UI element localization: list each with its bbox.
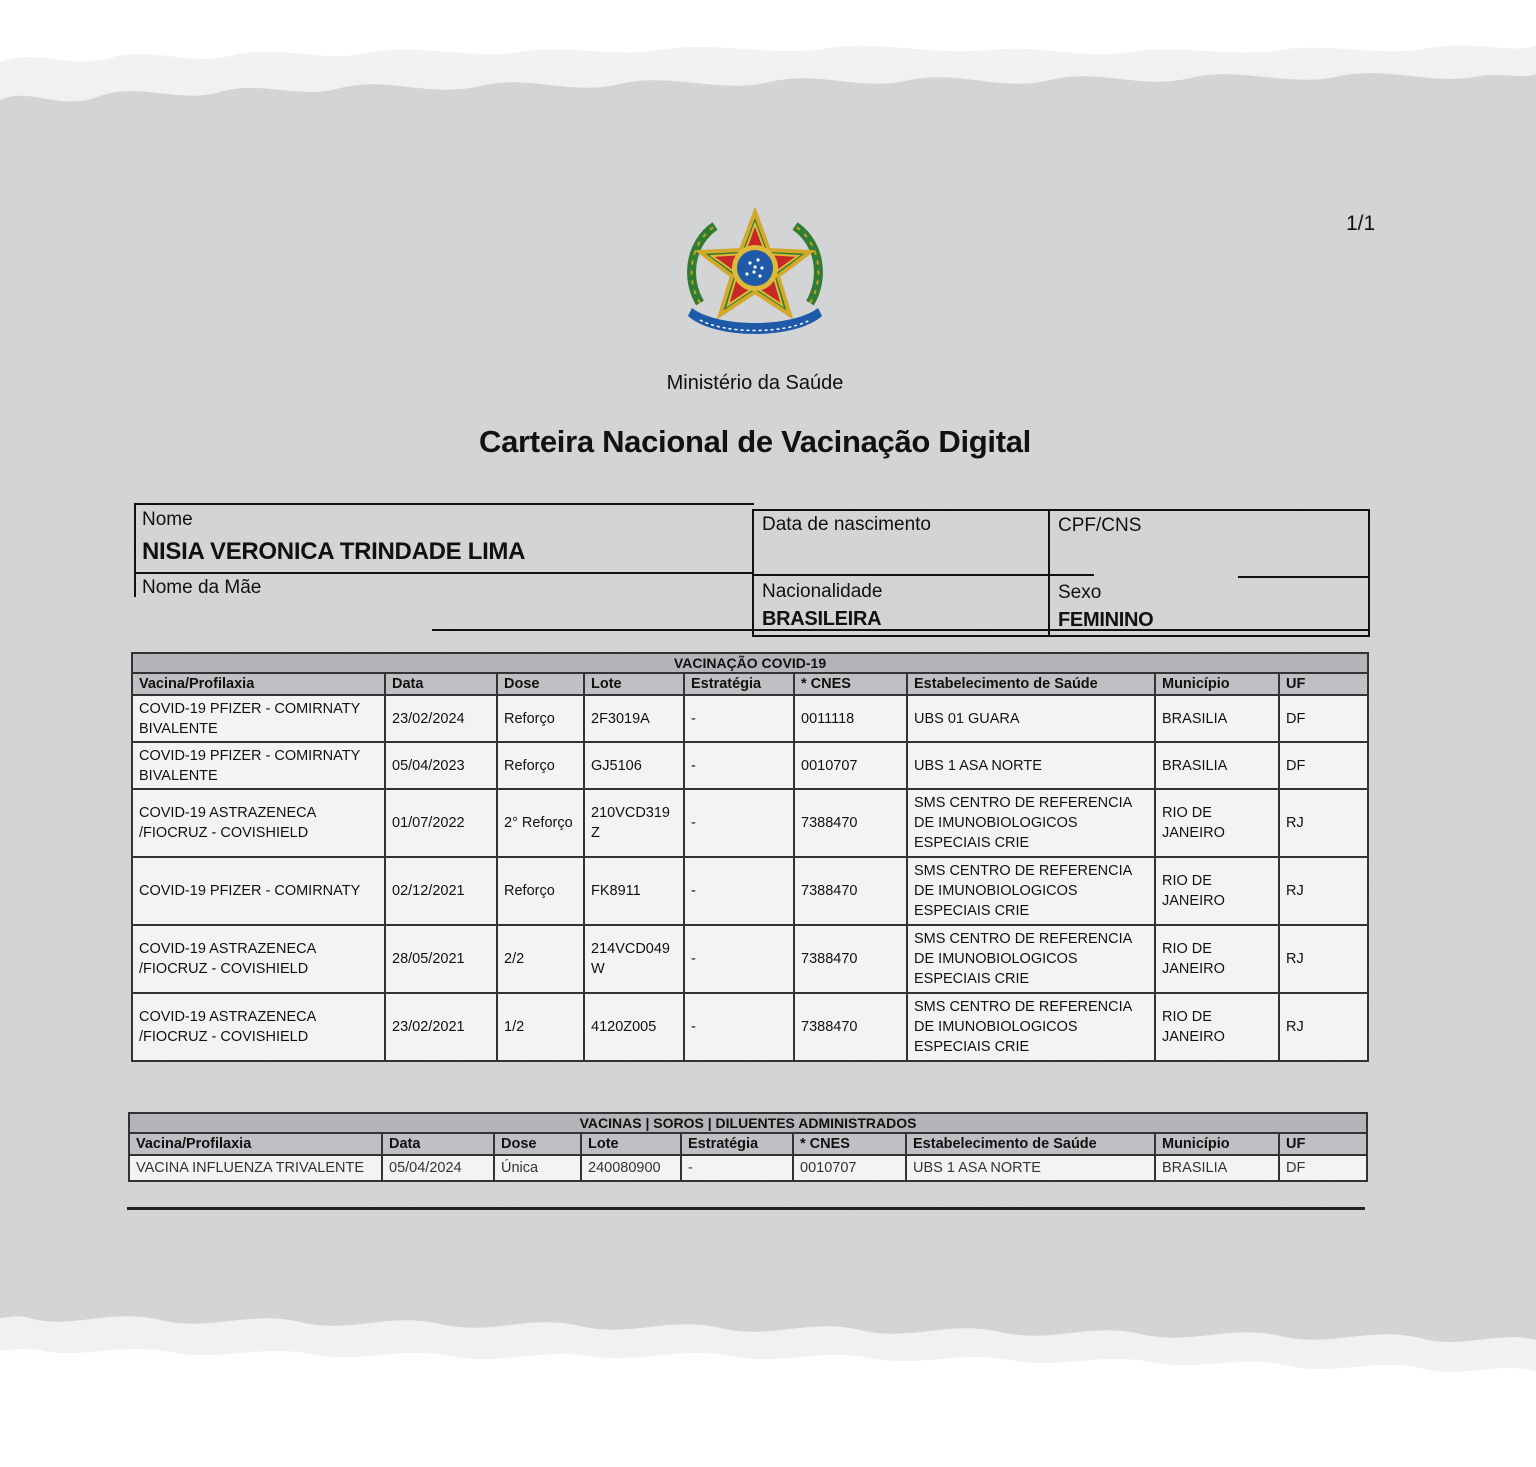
table-row [132, 742, 1368, 789]
column-header: Município [1155, 673, 1279, 695]
covid-table-body [132, 695, 1368, 1061]
name-label: Nome [142, 509, 193, 530]
table-row [132, 789, 1368, 857]
column-header: Vacina/Profilaxia [129, 1133, 382, 1155]
cell-cnes: 0010707 [794, 742, 907, 789]
cell-lote: GJ5106 [584, 742, 684, 789]
cell-vacina: COVID-19 ASTRAZENECA /FIOCRUZ - COVISHIELD [132, 925, 385, 993]
cell-cnes: 0011118 [794, 695, 907, 742]
cell-uf: RJ [1279, 789, 1368, 857]
cell-dose: Única [494, 1155, 581, 1181]
cell-data: 28/05/2021 [385, 925, 497, 993]
cell-lote: FK8911 [584, 857, 684, 925]
covid-table-title: VACINAÇÃO COVID-19 [132, 653, 1368, 673]
cell-estab: UBS 1 ASA NORTE [906, 1155, 1155, 1181]
cell-lote: 240080900 [581, 1155, 681, 1181]
cell-vacina: COVID-19 ASTRAZENECA /FIOCRUZ - COVISHIELD [132, 789, 385, 857]
cell-uf: RJ [1279, 857, 1368, 925]
cell-dose: Reforço [497, 857, 584, 925]
document-title: Carteira Nacional de Vacinação Digital [479, 424, 1031, 459]
cell-vacina: COVID-19 ASTRAZENECA /FIOCRUZ - COVISHIELD [132, 993, 385, 1061]
cell-municipio: RIO DE JANEIRO [1155, 789, 1279, 857]
other-table-body [129, 1155, 1367, 1181]
cell-municipio: RIO DE JANEIRO [1155, 925, 1279, 993]
cell-dose: Reforço [497, 695, 584, 742]
personal-info-box [134, 503, 1370, 637]
cell-data: 05/04/2024 [382, 1155, 494, 1181]
cell-municipio: RIO DE JANEIRO [1155, 857, 1279, 925]
column-header: Lote [581, 1133, 681, 1155]
cell-estrategia: - [684, 695, 794, 742]
cell-cnes: 0010707 [793, 1155, 906, 1181]
cell-uf: DF [1279, 1155, 1367, 1181]
nationality-value: BRASILEIRA [762, 608, 882, 630]
column-header: Estabelecimento de Saúde [907, 673, 1155, 695]
cell-estab: SMS CENTRO DE REFERENCIA DE IMUNOBIOLOGICOS ESPECIAIS CRIE [907, 993, 1155, 1061]
box-bottom-right-line [752, 635, 1370, 637]
box-right-line [1368, 509, 1370, 637]
cell-vacina: COVID-19 PFIZER - COMIRNATY [132, 857, 385, 925]
table-row [132, 695, 1368, 742]
cell-estrategia: - [681, 1155, 793, 1181]
cell-vacina: COVID-19 PFIZER - COMIRNATY BIVALENTE [132, 695, 385, 742]
sex-label: Sexo [1058, 582, 1102, 603]
cell-estab: UBS 1 ASA NORTE [907, 742, 1155, 789]
column-header: * CNES [794, 673, 907, 695]
column-header: UF [1279, 673, 1368, 695]
cell-municipio: BRASILIA [1155, 695, 1279, 742]
column-header: Data [382, 1133, 494, 1155]
cell-data: 01/07/2022 [385, 789, 497, 857]
cpf-cns-label: CPF/CNS [1058, 515, 1142, 536]
cell-dose: 2/2 [497, 925, 584, 993]
cell-municipio: BRASILIA [1155, 742, 1279, 789]
cell-estab: UBS 01 GUARA [907, 695, 1155, 742]
cell-uf: RJ [1279, 925, 1368, 993]
ministry-name: Ministério da Saúde [666, 372, 844, 394]
cell-dose: 2° Reforço [497, 789, 584, 857]
row-divider-mid [754, 574, 1094, 576]
cell-municipio: RIO DE JANEIRO [1155, 993, 1279, 1061]
cell-estrategia: - [684, 857, 794, 925]
other-table-title: VACINAS | SOROS | DILUENTES ADMINISTRADOS [129, 1113, 1367, 1133]
name-divider-line [134, 572, 754, 574]
cell-estab: SMS CENTRO DE REFERENCIA DE IMUNOBIOLOGICOS ESPECIAIS CRIE [907, 857, 1155, 925]
cell-cnes: 7388470 [794, 857, 907, 925]
cell-cnes: 7388470 [794, 925, 907, 993]
cell-estrategia: - [684, 742, 794, 789]
cell-data: 23/02/2021 [385, 993, 497, 1061]
box-top-left-line [134, 503, 754, 505]
column-header: Estratégia [684, 673, 794, 695]
cell-estrategia: - [684, 993, 794, 1061]
box-bottom-line [432, 629, 1370, 631]
cell-uf: DF [1279, 695, 1368, 742]
column-header: Dose [494, 1133, 581, 1155]
cell-municipio: BRASILIA [1155, 1155, 1279, 1181]
birth-date-label: Data de nascimento [762, 514, 931, 535]
cell-estrategia: - [684, 925, 794, 993]
box-left-line [134, 503, 136, 597]
covid-table-header [132, 673, 1368, 695]
cell-vacina: COVID-19 PFIZER - COMIRNATY BIVALENTE [132, 742, 385, 789]
cell-lote: 2F3019A [584, 695, 684, 742]
table-row [132, 857, 1368, 925]
mother-name-label: Nome da Mãe [142, 577, 262, 598]
page-number: 1/1 [1346, 212, 1376, 235]
cell-lote: 210VCD319 Z [584, 789, 684, 857]
cell-lote: 4120Z005 [584, 993, 684, 1061]
bottom-rule [127, 1207, 1365, 1210]
nationality-label: Nacionalidade [762, 581, 883, 602]
cell-vacina: VACINA INFLUENZA TRIVALENTE [129, 1155, 382, 1181]
table-row [132, 993, 1368, 1061]
table-row [132, 925, 1368, 993]
cell-uf: DF [1279, 742, 1368, 789]
column-header: Município [1155, 1133, 1279, 1155]
cell-data: 05/04/2023 [385, 742, 497, 789]
cell-lote: 214VCD049 W [584, 925, 684, 993]
cell-uf: RJ [1279, 993, 1368, 1061]
column-header: Estratégia [681, 1133, 793, 1155]
box-top-right-line [754, 509, 1370, 511]
other-vaccines-table [128, 1112, 1368, 1182]
column-header: Estabelecimento de Saúde [906, 1133, 1155, 1155]
name-value: NISIA VERONICA TRINDADE LIMA [142, 538, 526, 565]
column-header: Lote [584, 673, 684, 695]
cell-dose: 1/2 [497, 993, 584, 1061]
cell-cnes: 7388470 [794, 993, 907, 1061]
cell-cnes: 7388470 [794, 789, 907, 857]
cell-estrategia: - [684, 789, 794, 857]
column-header: * CNES [793, 1133, 906, 1155]
other-table-header [129, 1133, 1367, 1155]
column-header: Dose [497, 673, 584, 695]
cell-data: 02/12/2021 [385, 857, 497, 925]
sex-value: FEMININO [1058, 609, 1154, 631]
table-row [129, 1155, 1367, 1181]
cell-dose: Reforço [497, 742, 584, 789]
column-header: Data [385, 673, 497, 695]
column-header: UF [1279, 1133, 1367, 1155]
cell-data: 23/02/2024 [385, 695, 497, 742]
cell-estab: SMS CENTRO DE REFERENCIA DE IMUNOBIOLOGICOS ESPECIAIS CRIE [907, 925, 1155, 993]
column-divider-1 [752, 509, 754, 637]
covid-vaccination-table [131, 652, 1369, 1062]
brazil-coat-of-arms-icon [680, 208, 830, 348]
column-header: Vacina/Profilaxia [132, 673, 385, 695]
column-divider-2 [1048, 509, 1050, 637]
row-divider-right [1238, 576, 1370, 578]
cell-estab: SMS CENTRO DE REFERENCIA DE IMUNOBIOLOGICOS ESPECIAIS CRIE [907, 789, 1155, 857]
